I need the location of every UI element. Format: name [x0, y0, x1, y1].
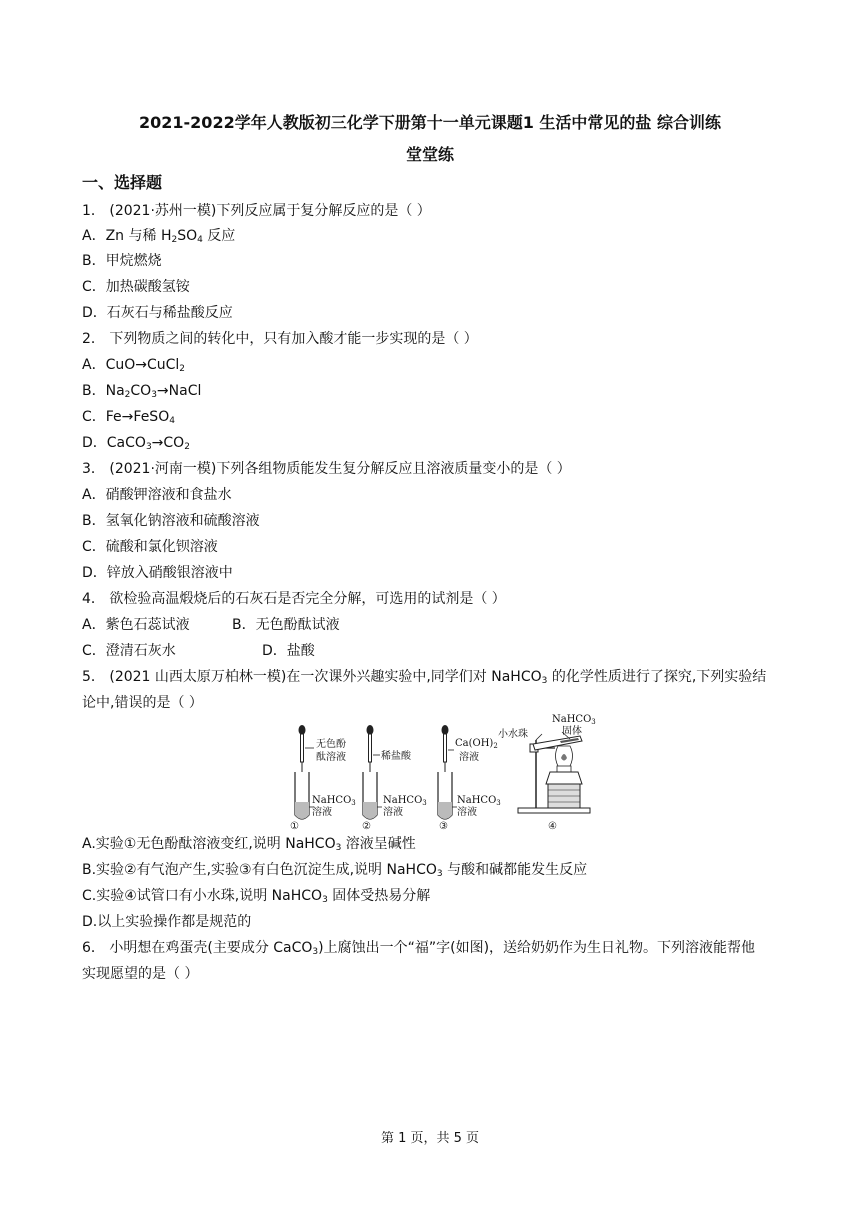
- question-1-option-b: B．甲烷燃烧: [82, 253, 162, 269]
- test-tube-2: [363, 725, 382, 819]
- question-4-option-b: B．无色酚酞试液: [232, 617, 340, 633]
- label-solution-3a: 溶液: [459, 752, 479, 763]
- question-5-option-c: C.实验④试管口有小水珠,说明 NaHCO$_3$ 固体受热易分解: [82, 888, 431, 905]
- label-solid: 固体: [562, 726, 582, 737]
- question-5-option-d: D.以上实验操作都是规范的: [82, 914, 252, 930]
- question-1-option-c: C．加热碳酸氢铵: [82, 279, 190, 295]
- question-2-option-a: A．CuO→CuCl$_2$: [82, 357, 186, 374]
- question-2-option-b: B．$Na_2CO_3\to NaCl$: [82, 383, 202, 400]
- question-3-option-a: A．硝酸钾溶液和食盐水: [82, 487, 232, 503]
- label-hydrochloric-acid: 稀盐酸: [381, 751, 411, 762]
- question-1-option-a: A．Zn 与稀 $H_2SO_4$ 反应: [82, 228, 236, 245]
- label-nahco3-solid: NaHCO$_3$: [552, 714, 596, 726]
- question-4-option-d: D．盐酸: [262, 643, 315, 659]
- label-experiment-4: ④: [548, 821, 557, 832]
- question-1-option-d: D．石灰石与稀盐酸反应: [82, 305, 233, 321]
- label-experiment-2: ②: [362, 821, 371, 832]
- question-4-options-cd: [82, 640, 315, 660]
- question-5-stem-line-1: 5． (2021 山西太原万柏林一模)在一次课外兴趣实验中,同学们对 NaHCO$_3$ 的化学性质进行了探究,下列实验结: [82, 669, 767, 686]
- experiment-figure: [290, 710, 610, 835]
- label-solution-1: 溶液: [312, 807, 332, 818]
- question-4-options-ab: [82, 614, 340, 634]
- question-6-stem-line-2: 实现愿望的是（ ）: [82, 966, 199, 982]
- heating-apparatus: [518, 732, 590, 813]
- label-phenolphthalein-1: 无色酚: [316, 739, 346, 750]
- question-5-option-a: A.实验①无色酚酞溶液变红,说明 NaHCO$_3$ 溶液呈碱性: [82, 836, 416, 853]
- question-5-stem-line-2: 论中,错误的是（ ）: [82, 695, 203, 711]
- label-solution-3b: 溶液: [457, 807, 477, 818]
- question-3-option-d: D．锌放入硝酸银溶液中: [82, 565, 233, 581]
- question-4-stem: 4． 欲检验高温煅烧后的石灰石是否完全分解，可选用的试剂是（ ）: [82, 591, 506, 607]
- question-2-option-c: C．Fe→FeSO$_4$: [82, 409, 175, 426]
- question-3-stem: 3． (2021·河南一模)下列各组物质能发生复分解反应且溶液质量变小的是（ ）: [82, 461, 571, 477]
- section-heading: 一、选择题: [82, 173, 163, 192]
- label-nahco3-3: NaHCO$_3$: [457, 795, 501, 807]
- label-water-droplets: 小水珠: [498, 729, 528, 740]
- label-nahco3-1: NaHCO$_3$: [312, 795, 356, 807]
- document-title: 2021-2022学年人教版初三化学下册第十一单元课题1 生活中常见的盐 综合训练: [139, 113, 721, 132]
- document-subtitle: 堂堂练: [405, 145, 454, 164]
- label-experiment-1: ①: [290, 821, 299, 832]
- question-2-stem: 2． 下列物质之间的转化中，只有加入酸才能一步实现的是（ ）: [82, 331, 478, 347]
- question-4-option-c: C．澄清石灰水: [82, 643, 176, 659]
- label-nahco3-2: NaHCO$_3$: [383, 795, 427, 807]
- label-experiment-3: ③: [439, 821, 448, 832]
- question-3-option-b: B．氢氧化钠溶液和硫酸溶液: [82, 513, 260, 529]
- label-phenolphthalein-2: 酞溶液: [316, 752, 346, 763]
- label-calcium-hydroxide: $Ca(OH)_2$: [455, 738, 498, 750]
- label-solution-2: 溶液: [383, 807, 403, 818]
- question-2-option-d: D．$CaCO_3\to CO_2$: [82, 435, 190, 452]
- question-3-option-c: C．硫酸和氯化钡溶液: [82, 539, 218, 555]
- question-6-stem-line-1: 6． 小明想在鸡蛋壳(主要成分 CaCO$_3$)上腐蚀出一个“福”字(如图)，送给奶奶作为生日礼物。下列溶液能帮他: [82, 940, 756, 957]
- question-4-option-a: A．紫色石蕊试液: [82, 617, 190, 633]
- page-footer: 第 1 页，共 5 页: [380, 1131, 480, 1146]
- question-5-option-b: B.实验②有气泡产生,实验③有白色沉淀生成,说明 NaHCO$_3$ 与酸和碱都能发生反应: [82, 862, 588, 879]
- question-1-stem: 1． (2021·苏州一模)下列反应属于复分解反应的是（ ）: [82, 203, 431, 219]
